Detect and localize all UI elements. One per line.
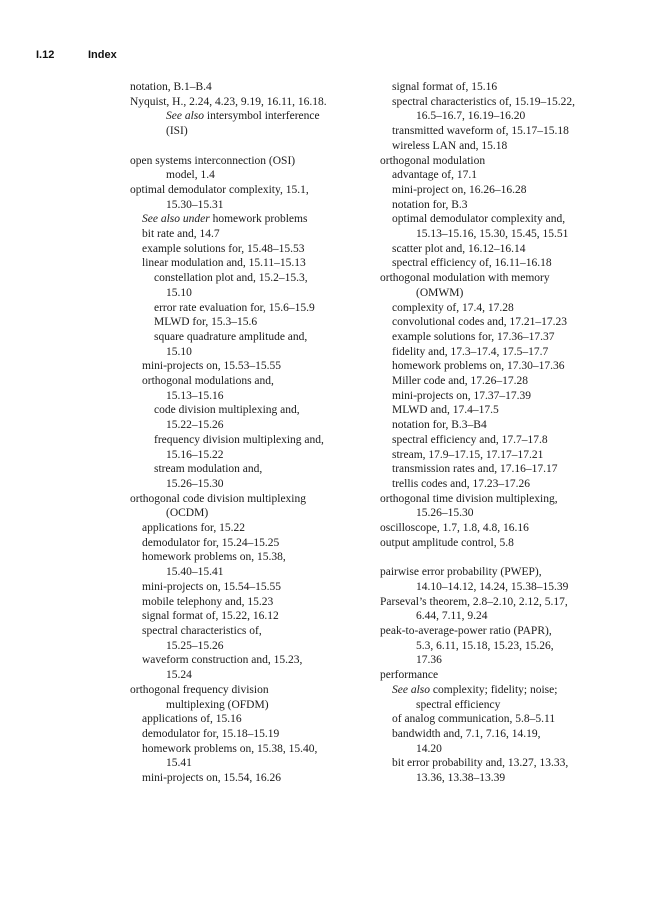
index-entry: [380, 198, 635, 213]
entry-text: error rate evaluation for, 15.6–15.9: [154, 301, 315, 314]
entry-text: orthogonal modulation: [380, 154, 486, 167]
see-also-label: See also under: [142, 213, 210, 226]
index-entry: [380, 609, 635, 624]
index-entry: [380, 536, 635, 551]
index-entry: [380, 183, 635, 198]
index-entry: [380, 565, 635, 580]
index-entry: [130, 212, 385, 227]
index-entry: [130, 271, 385, 286]
entry-text: mini-projects on, 15.54–15.55: [142, 580, 281, 593]
section-title: Index: [88, 49, 117, 61]
index-entry: [380, 315, 635, 330]
index-entry: [130, 609, 385, 624]
entry-text: of analog communication, 5.8–5.11: [392, 713, 556, 726]
entry-text: 6.44, 7.11, 9.24: [416, 610, 488, 623]
entry-text: peak-to-average-power ratio (PAPR),: [380, 625, 552, 637]
entry-text: oscilloscope, 1.7, 1.8, 4.8, 16.16: [380, 522, 529, 535]
entry-text: homework problems on, 15.38, 15.40,: [142, 742, 318, 755]
entry-text: signal format of, 15.16: [392, 81, 498, 93]
index-entry: [380, 256, 635, 271]
entry-text: orthogonal time division multiplexing,: [380, 492, 558, 505]
index-entry: [380, 389, 635, 404]
index-entry: [130, 639, 385, 654]
index-entry: [130, 506, 385, 521]
entry-text: Nyquist, H., 2.24, 4.23, 9.19, 16.11, 16.18.: [130, 95, 327, 108]
entry-text: wireless LAN and, 15.18: [392, 139, 508, 152]
entry-text: demodulator for, 15.24–15.25: [142, 536, 280, 549]
index-entry: [380, 345, 635, 360]
entry-text: waveform construction and, 15.23,: [142, 654, 303, 667]
entry-text: spectral efficiency and, 17.7–17.8: [392, 433, 548, 446]
index-entry: [130, 712, 385, 727]
index-entry: [380, 271, 635, 286]
entry-text: advantage of, 17.1: [392, 169, 477, 182]
entry-text: complexity of, 17.4, 17.28: [392, 301, 514, 314]
entry-text: 15.41: [166, 757, 192, 770]
entry-text: 13.36, 13.38–13.39: [416, 772, 506, 785]
entry-text: 15.10: [166, 345, 192, 358]
index-entry: [380, 301, 635, 316]
index-entry: [130, 668, 385, 683]
entry-gap: [380, 551, 635, 566]
entry-text: scatter plot and, 16.12–16.14: [392, 242, 526, 255]
index-entry: [130, 462, 385, 477]
entry-text: output amplitude control, 5.8: [380, 536, 514, 549]
index-entry: [130, 227, 385, 242]
index-entry: [130, 374, 385, 389]
index-entry: [130, 256, 385, 271]
index-entry: [380, 462, 635, 477]
entry-text: linear modulation and, 15.11–15.13: [142, 257, 306, 270]
index-entry: [380, 580, 635, 595]
entry-text: example solutions for, 15.48–15.53: [142, 242, 305, 255]
index-entry: [380, 448, 635, 463]
index-entry: [380, 95, 635, 110]
entry-text: notation, B.1–B.4: [130, 81, 212, 93]
index-entry: [130, 756, 385, 771]
index-entry: [380, 521, 635, 536]
entry-text: notation for, B.3: [392, 198, 468, 211]
entry-text: bandwidth and, 7.1, 7.16, 14.19,: [392, 727, 541, 740]
entry-text: square quadrature amplitude and,: [154, 330, 308, 343]
entry-text: spectral efficiency: [416, 698, 501, 711]
entry-text: 17.36: [416, 654, 442, 667]
entry-text: (ISI): [166, 125, 188, 138]
index-entry: [380, 756, 635, 771]
entry-text: constellation plot and, 15.2–15.3,: [154, 272, 308, 285]
index-entry: [130, 95, 385, 110]
index-column-left: [130, 80, 385, 786]
entry-text: 14.10–14.12, 14.24, 15.38–15.39: [416, 580, 569, 593]
entry-text: complexity; fidelity; noise;: [430, 683, 558, 696]
index-entry: [130, 595, 385, 610]
entry-text: fidelity and, 17.3–17.4, 17.5–17.7: [392, 345, 549, 358]
see-also-label: See also: [166, 110, 205, 123]
index-entry: [130, 242, 385, 257]
entry-text: transmission rates and, 17.16–17.17: [392, 463, 558, 476]
entry-text: MLWD and, 17.4–17.5: [392, 404, 499, 417]
index-column-right: [380, 80, 635, 786]
index-entry: [130, 330, 385, 345]
entry-text: demodulator for, 15.18–15.19: [142, 727, 280, 740]
index-entry: [130, 683, 385, 698]
index-entry: [380, 330, 635, 345]
index-entry: [380, 227, 635, 242]
index-entry: [130, 389, 385, 404]
index-entry: [380, 403, 635, 418]
entry-text: 15.24: [166, 669, 192, 682]
entry-text: applications of, 15.16: [142, 713, 242, 726]
index-entry: [130, 418, 385, 433]
index-entry: [380, 668, 635, 683]
entry-text: 15.22–15.26: [166, 419, 224, 432]
index-entry: [380, 168, 635, 183]
entry-text: Parseval’s theorem, 2.8–2.10, 2.12, 5.17,: [380, 595, 568, 608]
index-entry: [380, 359, 635, 374]
entry-text: mini-project on, 16.26–16.28: [392, 183, 527, 196]
entry-text: 15.30–15.31: [166, 198, 224, 211]
index-entry: [130, 624, 385, 639]
entry-text: Miller code and, 17.26–17.28: [392, 375, 529, 388]
entry-text: homework problems on, 17.30–17.36: [392, 360, 565, 373]
index-entry: [380, 139, 635, 154]
index-entry: [130, 80, 385, 95]
index-entry: [130, 727, 385, 742]
index-entry: [380, 124, 635, 139]
index-entry: [130, 492, 385, 507]
index-entry: [380, 683, 635, 698]
index-entry: [130, 154, 385, 169]
entry-text: mobile telephony and, 15.23: [142, 595, 274, 608]
entry-text: bit rate and, 14.7: [142, 228, 220, 241]
index-entry: [130, 109, 385, 124]
entry-text: spectral characteristics of, 15.19–15.22,: [392, 95, 575, 108]
entry-text: intersymbol interference: [204, 110, 320, 123]
see-also-label: See also: [392, 683, 431, 696]
index-entry: [380, 653, 635, 668]
entry-text: trellis codes and, 17.23–17.26: [392, 477, 530, 490]
index-entry: [130, 521, 385, 536]
index-entry: [380, 492, 635, 507]
index-entry: [380, 374, 635, 389]
entry-text: 16.5–16.7, 16.19–16.20: [416, 110, 526, 123]
running-head: [36, 49, 117, 61]
index-entry: [130, 536, 385, 551]
page-number: I.12: [36, 49, 55, 61]
index-entry: [380, 418, 635, 433]
index-entry: [130, 315, 385, 330]
entry-text: 15.16–15.22: [166, 448, 224, 461]
entry-text: example solutions for, 17.36–17.37: [392, 330, 555, 343]
entry-text: 15.40–15.41: [166, 566, 224, 579]
index-entry: [130, 345, 385, 360]
entry-text: homework problems: [209, 213, 308, 226]
entry-text: optimal demodulator complexity and,: [392, 213, 566, 226]
index-entry: [130, 183, 385, 198]
index-entry: [130, 124, 385, 139]
index-entry: [380, 109, 635, 124]
index-entry: [130, 359, 385, 374]
entry-text: performance: [380, 669, 439, 682]
entry-text: orthogonal code division multiplexing: [130, 492, 306, 505]
entry-text: convolutional codes and, 17.21–17.23: [392, 316, 568, 329]
index-entry: [380, 639, 635, 654]
entry-text: 5.3, 6.11, 15.18, 15.23, 15.26,: [416, 639, 554, 652]
entry-text: 14.20: [416, 742, 442, 755]
index-entry: [380, 212, 635, 227]
index-entry: [380, 80, 635, 95]
entry-text: mini-projects on, 15.53–15.55: [142, 360, 281, 373]
entry-text: signal format of, 15.22, 16.12: [142, 610, 279, 623]
index-entry: [130, 565, 385, 580]
entry-text: homework problems on, 15.38,: [142, 551, 286, 564]
index-entry: [130, 403, 385, 418]
entry-text: mini-projects on, 15.54, 16.26: [142, 772, 281, 785]
entry-text: frequency division multiplexing and,: [154, 433, 324, 446]
entry-text: spectral characteristics of,: [142, 625, 262, 637]
entry-text: model, 1.4: [166, 169, 215, 182]
entry-text: applications for, 15.22: [142, 522, 246, 535]
index-entry: [380, 477, 635, 492]
entry-text: orthogonal modulations and,: [142, 375, 274, 388]
index-entry: [130, 286, 385, 301]
entry-gap: [130, 139, 385, 154]
index-entry: [130, 168, 385, 183]
entry-text: stream modulation and,: [154, 463, 263, 476]
index-entry: [130, 653, 385, 668]
index-entry: [130, 698, 385, 713]
entry-text: bit error probability and, 13.27, 13.33,: [392, 757, 569, 770]
entry-text: 15.25–15.26: [166, 639, 224, 652]
index-entry: [380, 286, 635, 301]
entry-text: orthogonal modulation with memory: [380, 272, 550, 285]
entry-text: (OMWM): [416, 286, 464, 299]
index-entry: [130, 477, 385, 492]
entry-text: 15.13–15.16, 15.30, 15.45, 15.51: [416, 228, 569, 241]
index-entry: [380, 154, 635, 169]
entry-text: open systems interconnection (OSI): [130, 154, 296, 167]
index-entry: [130, 550, 385, 565]
index-entry: [380, 433, 635, 448]
entry-text: mini-projects on, 17.37–17.39: [392, 389, 531, 402]
index-entry: [380, 742, 635, 757]
entry-text: 15.13–15.16: [166, 389, 224, 402]
index-entry: [130, 448, 385, 463]
index-entry: [380, 771, 635, 786]
entry-text: stream, 17.9–17.15, 17.17–17.21: [392, 448, 544, 461]
index-entry: [380, 242, 635, 257]
entry-text: orthogonal frequency division: [130, 683, 269, 696]
entry-text: optimal demodulator complexity, 15.1,: [130, 183, 309, 196]
entry-text: spectral efficiency of, 16.11–16.18: [392, 257, 552, 270]
entry-text: 15.26–15.30: [166, 477, 224, 490]
entry-text: code division multiplexing and,: [154, 404, 300, 417]
index-entry: [380, 698, 635, 713]
index-entry: [380, 506, 635, 521]
entry-text: MLWD for, 15.3–15.6: [154, 316, 258, 329]
index-entry: [130, 580, 385, 595]
index-entry: [130, 198, 385, 213]
index-entry: [130, 742, 385, 757]
entry-text: transmitted waveform of, 15.17–15.18: [392, 125, 569, 138]
index-entry: [380, 595, 635, 610]
index-entry: [130, 433, 385, 448]
entry-text: (OCDM): [166, 507, 209, 520]
entry-text: notation for, B.3–B4: [392, 419, 487, 432]
index-entry: [130, 301, 385, 316]
entry-text: 15.26–15.30: [416, 507, 474, 520]
entry-text: multiplexing (OFDM): [166, 698, 269, 711]
entry-text: 15.10: [166, 286, 192, 299]
index-entry: [380, 624, 635, 639]
index-entry: [130, 771, 385, 786]
index-entry: [380, 727, 635, 742]
index-entry: [380, 712, 635, 727]
entry-text: pairwise error probability (PWEP),: [380, 566, 542, 579]
